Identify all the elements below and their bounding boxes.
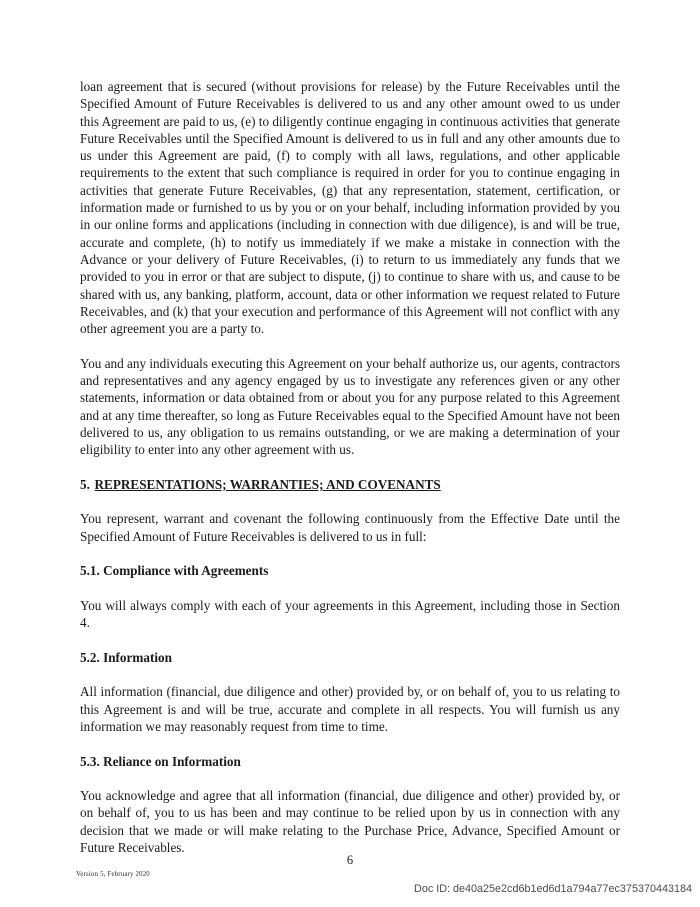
doc-id: Doc ID: de40a25e2cd6b1ed6d1a794a77ec375370443184 (414, 883, 692, 895)
subsection-5-3-heading: 5.3. Reliance on Information (80, 753, 241, 769)
document-body (80, 78, 620, 874)
subsection-5-2-heading: 5.2. Information (80, 649, 172, 665)
paragraph-5-1-body: You will always comply with each of your agreements in this Agreement, including those in Section 4. (80, 597, 620, 631)
version-note: Version 5, February 2020 (76, 871, 150, 878)
subsection-5-1-heading: 5.1. Compliance with Agreements (80, 563, 269, 579)
paragraph-5-2-body: All information (financial, due diligence and other) provided by, or on behalf of, you to us relating to this Agreement is and will be true, accurate and complete in all respects. You will furnish us any information we may reasonably request from time to time. (80, 684, 620, 734)
section-5-number: 5. (80, 476, 90, 492)
paragraph-represent-intro: You represent, warrant and covenant the following continuously from the Effective Date until the Specified Amount of Future Receivables is delivered to us in full: (80, 511, 620, 544)
page-number: 6 (346, 853, 354, 867)
section-5-title: REPRESENTATIONS; WARRANTIES; AND COVENANTS (94, 476, 441, 492)
section-5-heading (80, 476, 620, 493)
paragraph-5-3-body: You acknowledge and agree that all information (financial, due diligence and other) provided by, or on behalf of, you to us has been and may continue to be relied upon by us in connection with any decision that we made or will make relating to the Purchase Price, Advance, Specified Amount or Future Receivables. (80, 788, 620, 856)
paragraph-authorization: You and any individuals executing this Agreement on your behalf authorize us, our agents, contractors and representatives and any agency engaged by us to investigate any references given or any other statements, information or data obtained from or about you for any purpose related to this Agreement and at any time thereafter, so long as Future Receivables equal to the Specified Amount have not been delivered to us, any obligation to us remains outstanding, or we are making a determination of your eligibility to enter into any other agreement with us. (80, 355, 620, 458)
paragraph-covenants-continuation: loan agreement that is secured (without provisions for release) by the Future Receivables until the Specified Amount of Future Receivables is delivered to us and any other amount owed to us under this Agreement are paid to us, (e) to diligently continue engaging in continuous activities that generate Future Receivables until the Specified Amount is delivered to us in full and any other amounts due to us under this Agreement are paid, (f) to comply with all laws, regulations, and other applicable requirements to the extent that such compliance is required in order for you to continue engaging in activities that generate Future Receivables, (g) that any representation, statement, certification, or information made or furnished to us by you or on your behalf, including information provided by you in our online forms and applications (including in connection with due diligence), is and will be true, accurate and complete, (h) to notify us immediately if we make a mistake in connection with the Advance or your delivery of Future Receivables, (i) to return to us immediately any funds that we provided to you in error or that are subject to dispute, (j) to continue to share with us, and cause to be shared with us, any banking, platform, account, data or other information we request related to Future Receivables, and (k) that your execution and performance of this Agreement will not conflict with any other agreement you are a party to. (80, 79, 620, 337)
